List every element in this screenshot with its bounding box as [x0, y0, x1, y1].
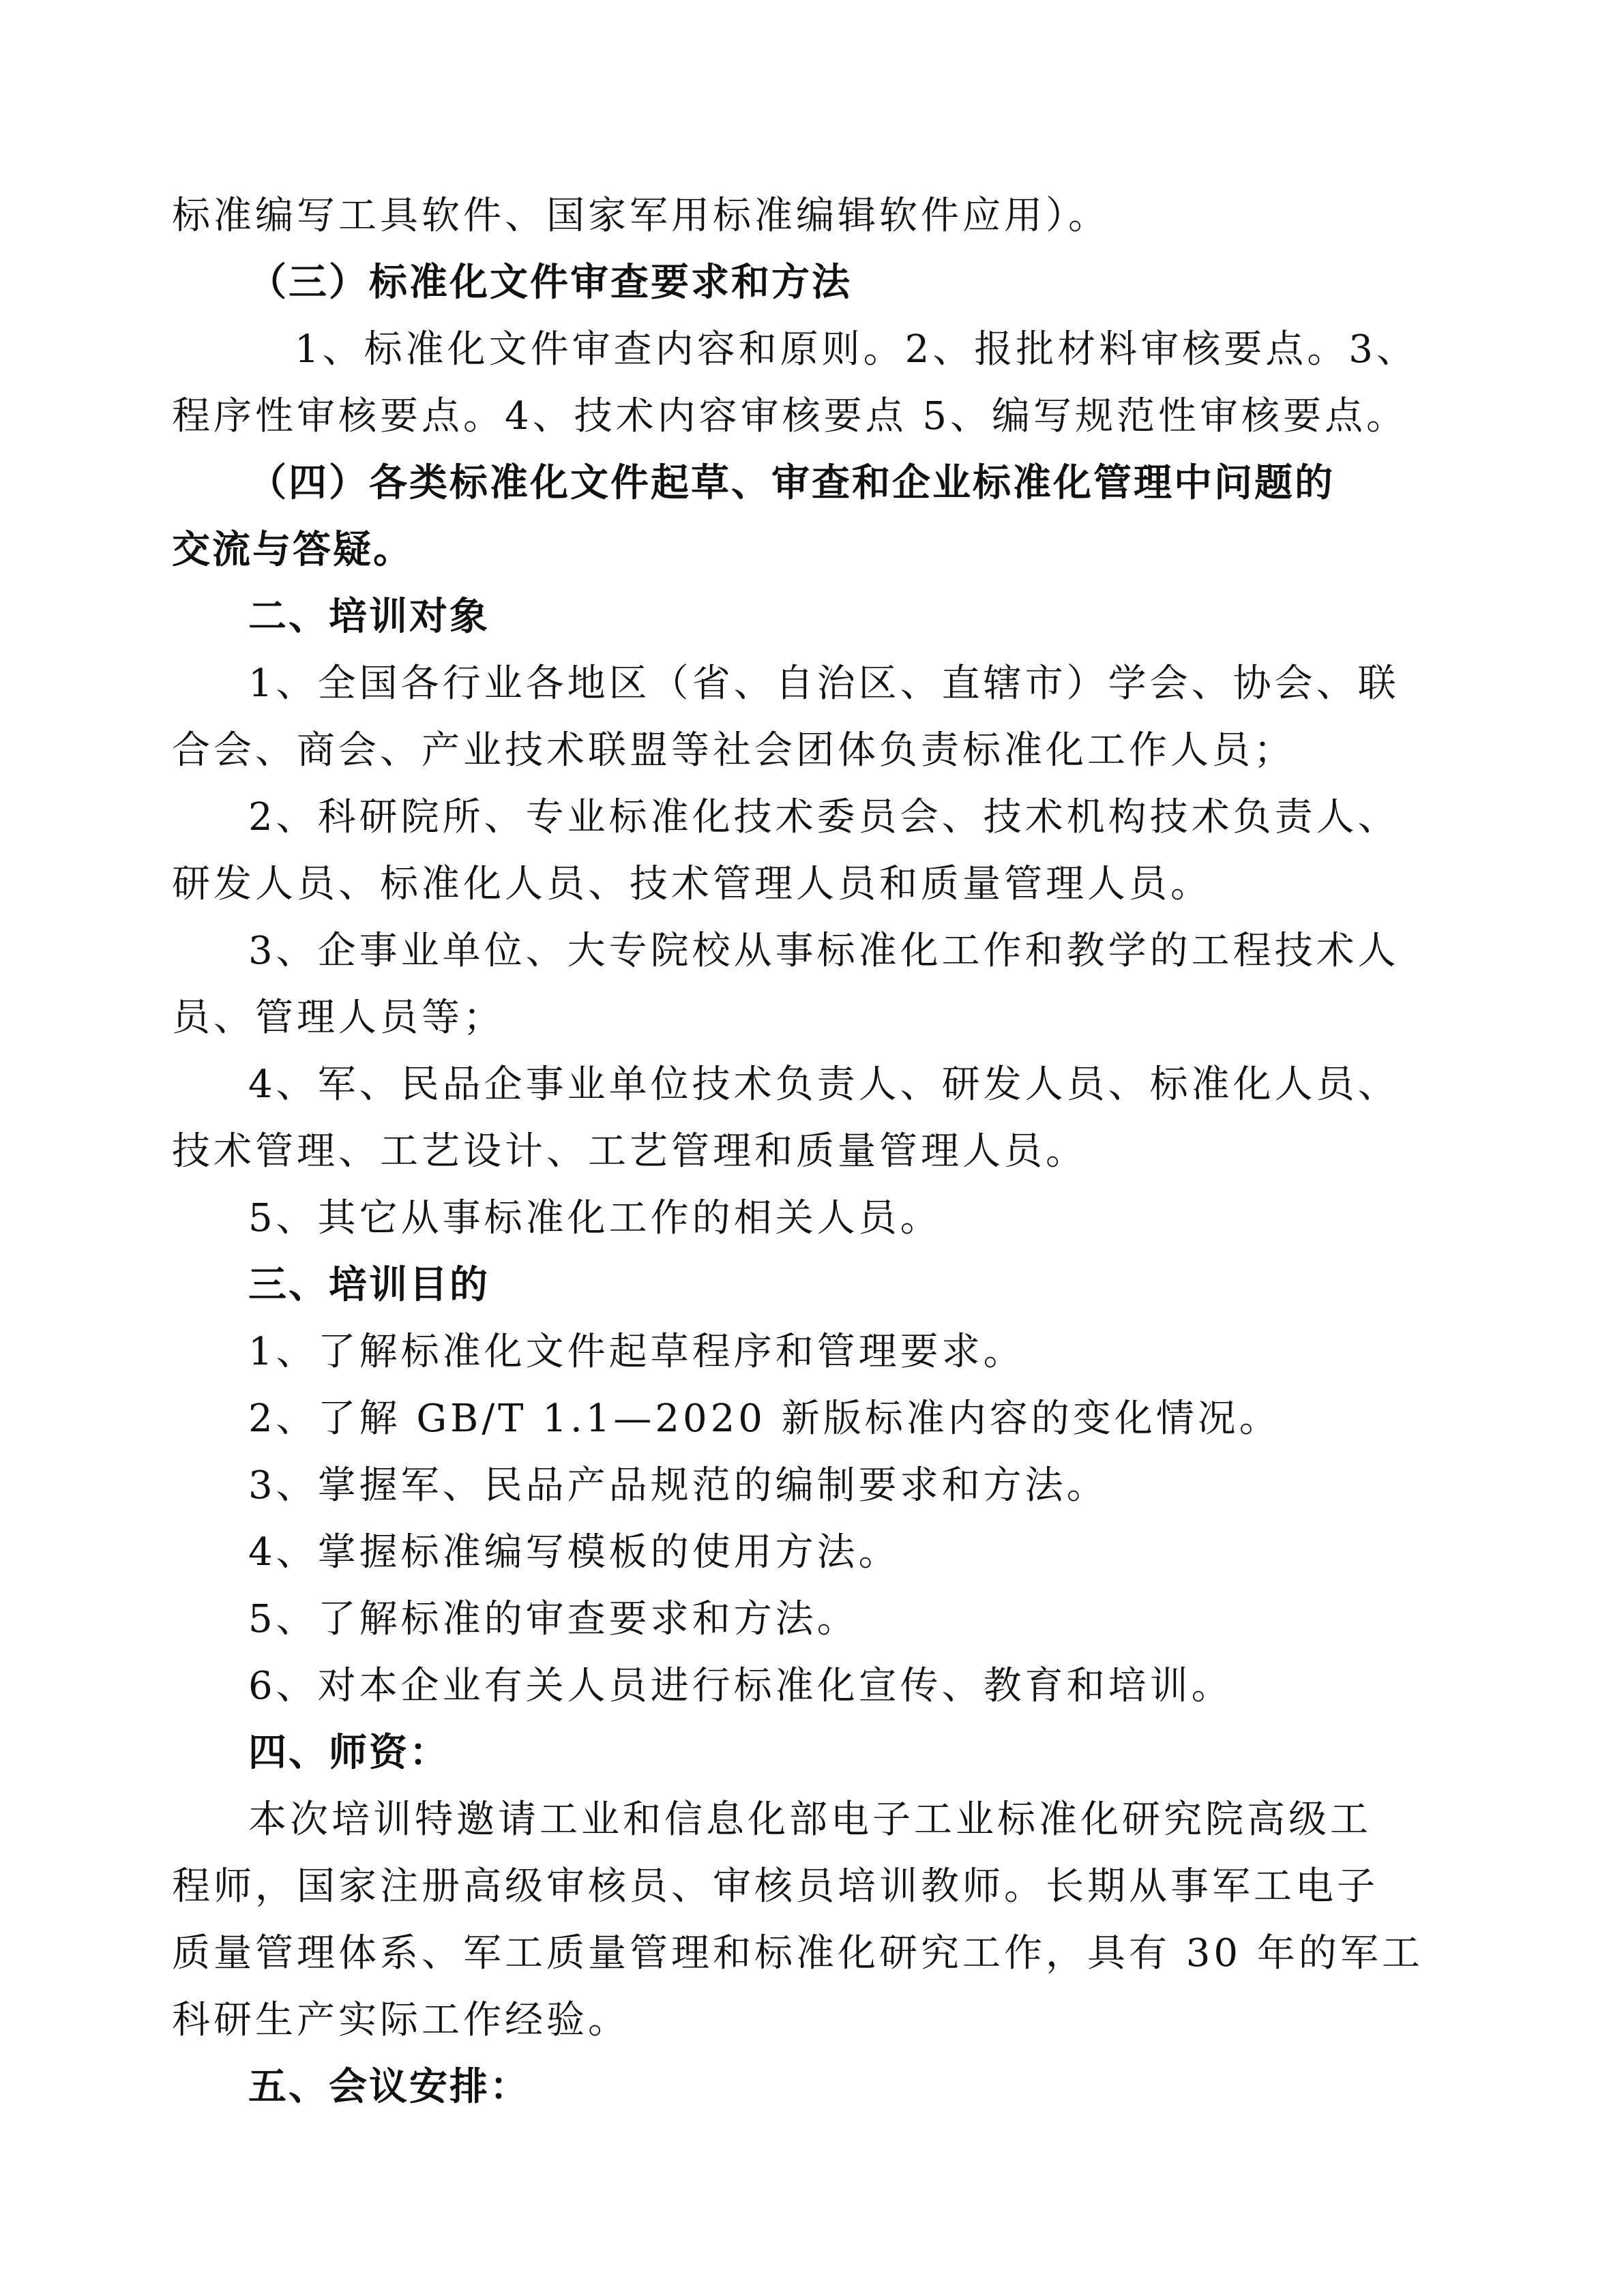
document-page	[172, 183, 1454, 2121]
subsection-heading: （四）各类标准化文件起草、审查和企业标准化管理中问题的	[248, 461, 1335, 505]
list-item: 1、全国各行业各地区（省、自治区、直辖市）学会、协会、联	[248, 661, 1400, 706]
section-heading: 五、会议安排：	[248, 2065, 530, 2109]
subsection-heading-continuation: 交流与答疑。	[172, 528, 413, 572]
body-text-line: 程师，国家注册高级审核员、审核员培训教师。长期从事军工电子	[172, 1864, 1378, 1909]
section-heading: 四、师资：	[248, 1731, 449, 1775]
list-item: 5、其它从事标准化工作的相关人员。	[248, 1196, 942, 1240]
body-text-line: 质量管理体系、军工质量管理和标准化研究工作，具有 30 年的军工	[172, 1931, 1423, 1976]
list-item: 4、军、民品企事业单位技术负责人、研发人员、标准化人员、	[248, 1062, 1400, 1107]
list-item-continuation: 合会、商会、产业技术联盟等社会团体负责标准化工作人员；	[172, 728, 1295, 773]
body-text-line: 科研生产实际工作经验。	[172, 1998, 630, 2042]
section-heading: 二、培训对象	[248, 595, 490, 639]
list-item: 2、科研院所、专业标准化技术委员会、技术机构技术负责人、	[248, 795, 1400, 839]
list-item-continuation: 员、管理人员等；	[172, 996, 505, 1040]
subsection-heading: （三）标准化文件审查要求和方法	[248, 260, 852, 305]
body-text-line: 程序性审核要点。4、技术内容审核要点 5、编写规范性审核要点。	[172, 394, 1408, 438]
list-item: 1、了解标准化文件起草程序和管理要求。	[248, 1330, 1025, 1374]
body-text-line: 1、标准化文件审查内容和原则。2、报批材料审核要点。3、	[295, 327, 1418, 372]
list-item: 3、掌握军、民品产品规范的编制要求和方法。	[248, 1463, 1108, 1508]
list-item: 3、企事业单位、大专院校从事标准化工作和教学的工程技术人	[248, 929, 1400, 973]
list-item: 6、对本企业有关人员进行标准化宣传、教育和培训。	[248, 1664, 1233, 1708]
section-heading: 三、培训目的	[248, 1263, 490, 1307]
body-text-line: 本次培训特邀请工业和信息化部电子工业标准化研究院高级工	[248, 1798, 1372, 1842]
list-item: 5、了解标准的审查要求和方法。	[248, 1597, 859, 1641]
list-item: 4、掌握标准编写模板的使用方法。	[248, 1530, 900, 1575]
list-item: 2、了解 GB/T 1.1—2020 新版标准内容的变化情况。	[248, 1397, 1281, 1441]
list-item-continuation: 研发人员、标准化人员、技术管理人员和质量管理人员。	[172, 862, 1212, 906]
list-item-continuation: 技术管理、工艺设计、工艺管理和质量管理人员。	[172, 1129, 1087, 1174]
body-text-line: 标准编写工具软件、国家军用标准编辑软件应用）。	[172, 194, 1110, 238]
